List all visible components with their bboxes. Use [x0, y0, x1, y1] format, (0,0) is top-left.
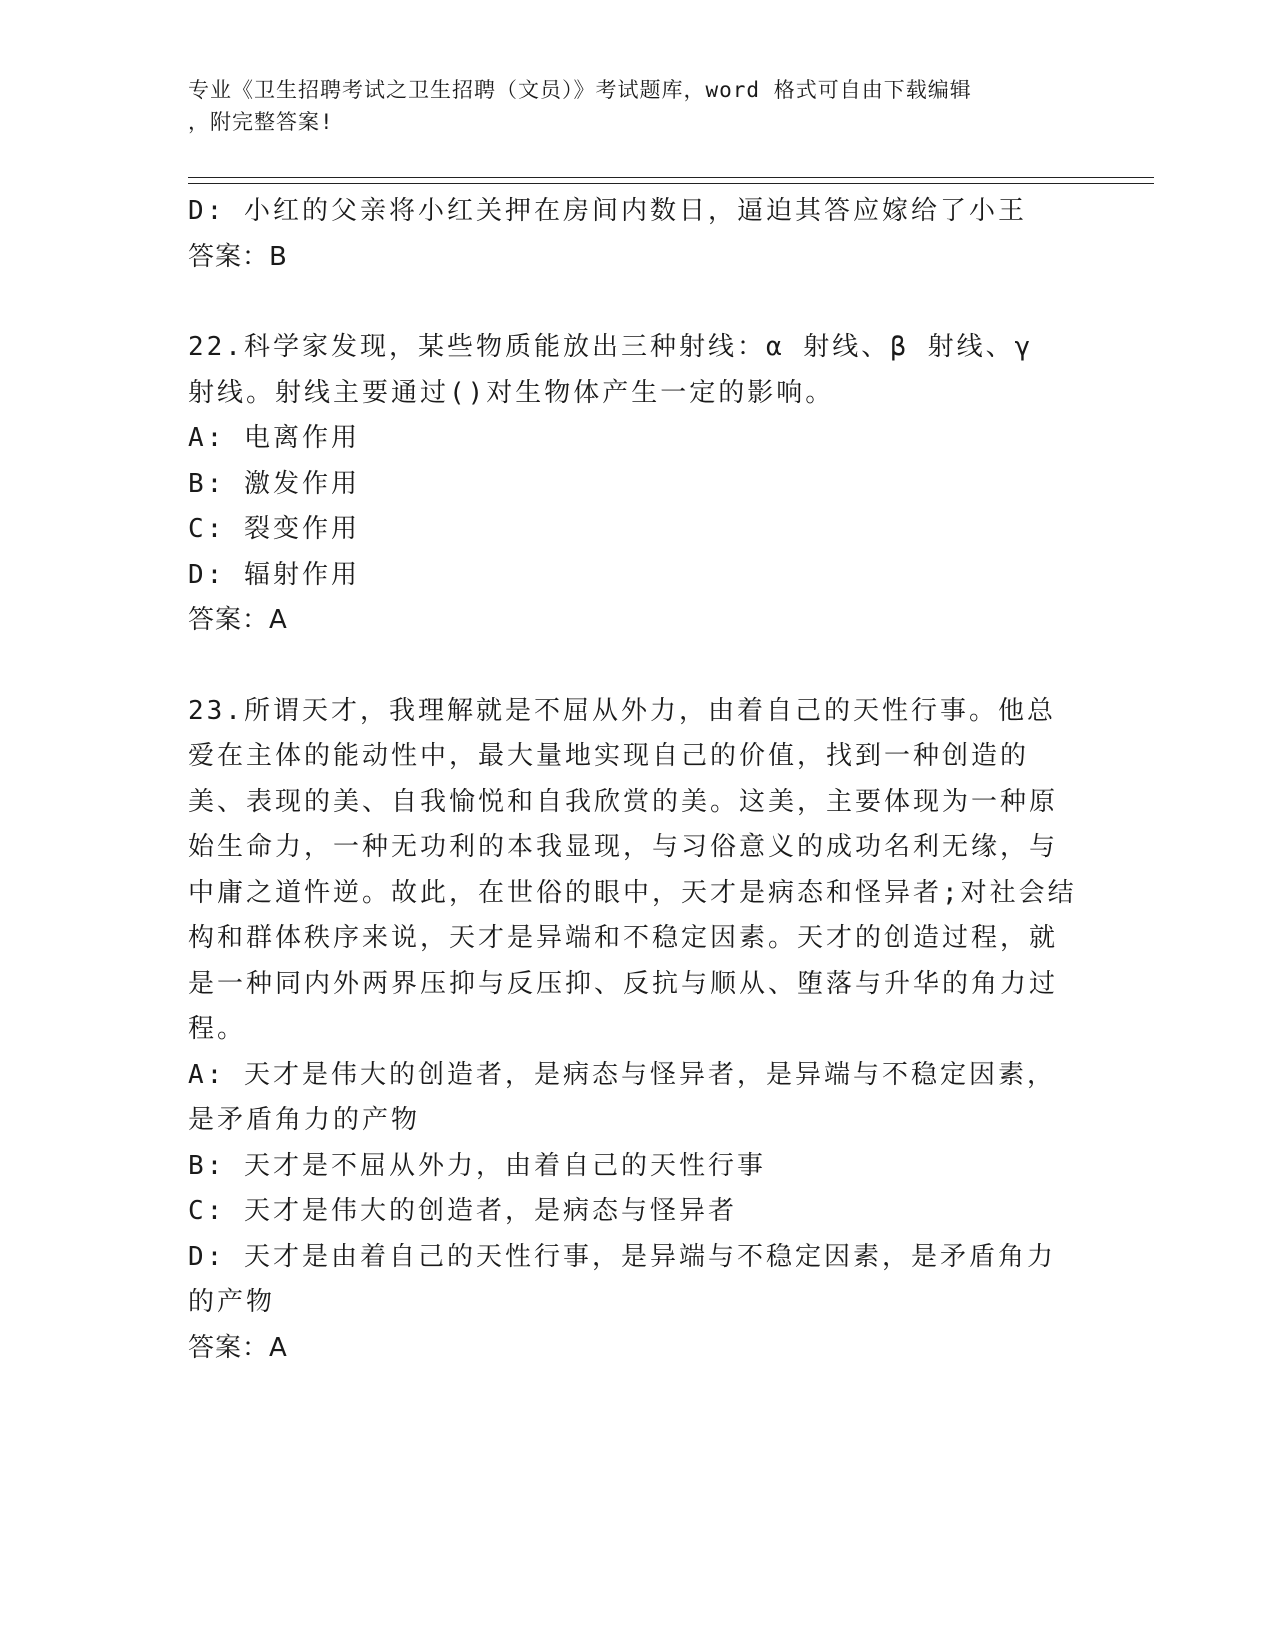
- question-22: [188, 325, 1078, 644]
- q22-stem: 22.科学家发现，某些物质能放出三种射线：α 射线、β 射线、γ 射线。射线主要通过()对生物体产生一定的影响。: [188, 332, 1034, 408]
- q23-option-a: A: 天才是伟大的创造者，是病态与怪异者，是异端与不稳定因素，是矛盾角力的产物: [188, 1059, 1056, 1135]
- question-21-tail: [188, 189, 1078, 280]
- q23-option-d: D: 天才是由着自己的天性行事，是异端与不稳定因素，是矛盾角力的产物: [188, 1241, 1056, 1317]
- q23-stem: 23.所谓天才，我理解就是不屈从外力，由着自己的天性行事。他总爱在主体的能动性中，最大量地实现自己的价值，找到一种创造的美、表现的美、自我愉悦和自我欣赏的美。这美，主要体现为一种原始生命力，一种无功利的本我显现，与习俗意义的成功名利无缘，与中庸之道忤逆。故此，在世俗的眼中，天才是病态和怪异者;对社会结构和群体秩序来说，天才是异端和不稳定因素。天才的创造过程，就是一种同内外两界压抑与反压抑、反抗与顺从、堕落与升华的角力过程。: [188, 695, 1077, 1044]
- header-line-1: 专业《卫生招聘考试之卫生招聘（文员）》考试题库，word 格式可自由下载编辑: [188, 78, 972, 102]
- q23-answer: 答案：A: [188, 1332, 288, 1363]
- question-23: [188, 689, 1078, 1372]
- header-line-2: ，附完整答案!: [188, 110, 334, 134]
- q22-option-c: C: 裂变作用: [188, 514, 360, 544]
- q22-answer: 答案：A: [188, 605, 288, 635]
- question-spacer: [188, 644, 1078, 689]
- q23-option-b: B: 天才是不屈从外力，由着自己的天性行事: [188, 1150, 766, 1181]
- header-rule-top: [188, 177, 1154, 178]
- q21-option-d: D: 小红的父亲将小红关押在房间内数日，逼迫其答应嫁给了小王: [188, 196, 1027, 226]
- document-body: [188, 189, 1078, 1371]
- q22-option-d: D: 辐射作用: [188, 559, 360, 590]
- question-spacer: [188, 280, 1078, 325]
- q22-option-a: A: 电离作用: [188, 423, 360, 453]
- document-header: [188, 74, 1068, 138]
- header-rule-bottom: [188, 183, 1154, 184]
- q21-answer: 答案：B: [188, 241, 288, 272]
- q22-option-b: B: 激发作用: [188, 468, 360, 499]
- q23-option-c: C: 天才是伟大的创造者，是病态与怪异者: [188, 1196, 737, 1226]
